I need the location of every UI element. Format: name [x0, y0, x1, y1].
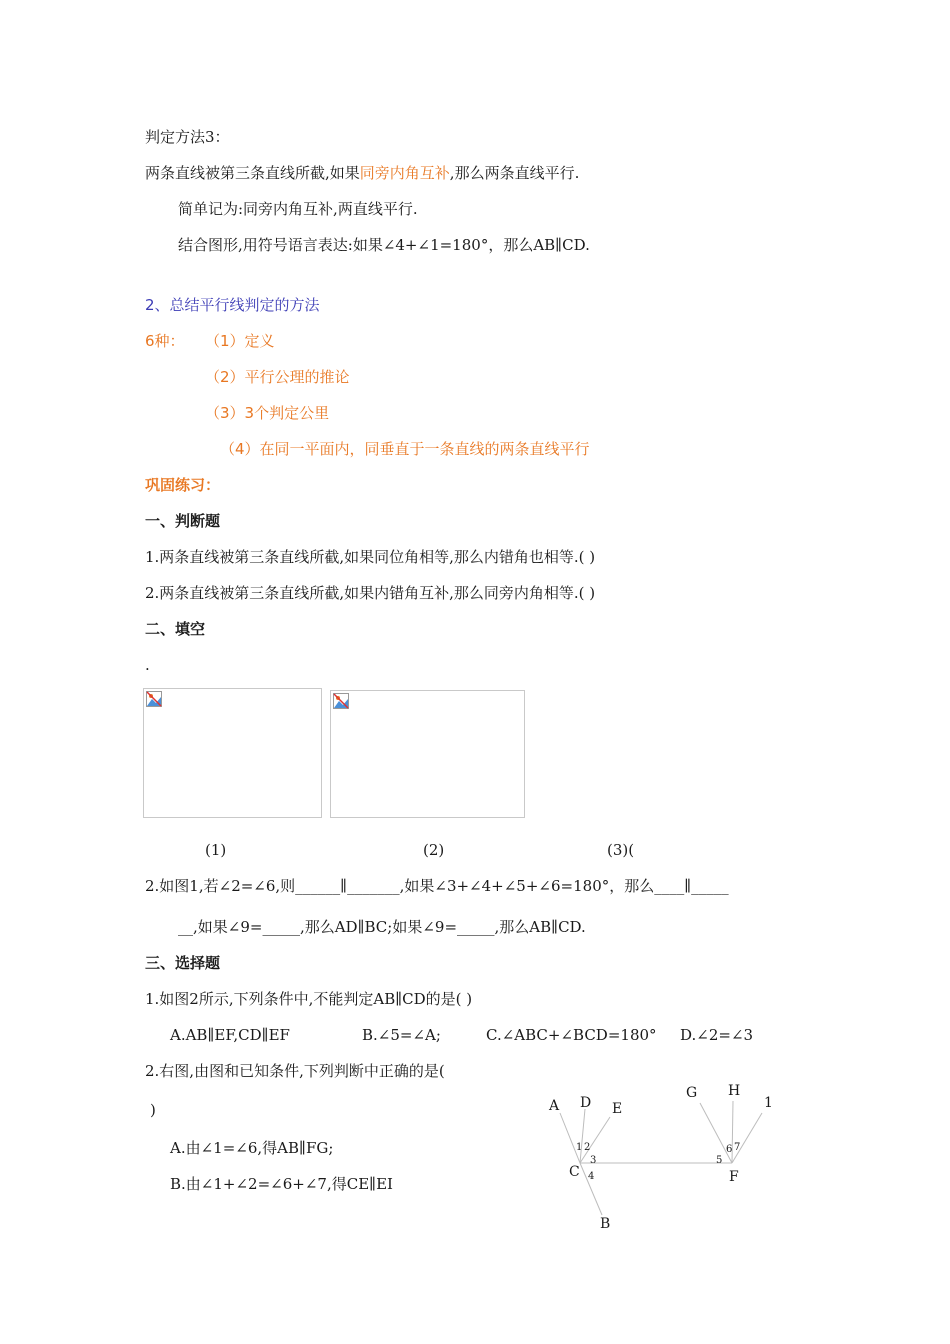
judge-heading: 一、判断题: [145, 512, 221, 530]
angle-label-6: 6: [726, 1144, 733, 1155]
summary-count: 6种：: [145, 332, 185, 350]
figure-image-1: [143, 688, 322, 818]
point-label-A: A: [549, 1098, 560, 1114]
broken-image-icon: [333, 693, 349, 709]
angle-label-2: 2: [584, 1142, 591, 1153]
judge-q2: 2.两条直线被第三条直线所截,如果内错角互补,那么同旁内角相等.( ): [145, 584, 596, 602]
summary-item-2: （2）平行公理的推论: [205, 368, 350, 386]
fill-dot: .: [145, 656, 150, 674]
choice-q2-close: ): [150, 1101, 156, 1119]
method3-brief: 简单记为:同旁内角互补,两直线平行.: [178, 200, 418, 218]
figure-caption-1: (1): [205, 841, 227, 859]
angle-label-3: 3: [590, 1155, 597, 1166]
point-label-G: G: [686, 1085, 698, 1101]
fill-q2-line1: 2.如图1,若∠2=∠6,则______∥_______,如果∠3+∠4+∠5+∠6=180°，那么____∥_____: [145, 877, 729, 895]
summary-item-1: （1）定义: [205, 332, 275, 350]
choice-q1-option-c: C.∠ABC+∠BCD=180°: [486, 1026, 657, 1044]
summary-heading: 2、总结平行线判定的方法: [145, 296, 320, 314]
fill-heading: 二、填空: [145, 620, 206, 638]
point-label-E: E: [612, 1101, 623, 1117]
angle-label-5: 5: [716, 1155, 723, 1166]
point-label-F: F: [729, 1169, 739, 1185]
summary-item-3: （3）3个判定公里: [205, 404, 330, 422]
choice-q1: 1.如图2所示,下列条件中,不能判定AB∥CD的是( ): [145, 990, 473, 1008]
judge-q1: 1.两条直线被第三条直线所截,如果同位角相等,那么内错角也相等.( ): [145, 548, 596, 566]
line-CA: [560, 1113, 583, 1163]
method3-heading: 判定方法3：: [145, 128, 230, 146]
method3-statement-highlight: 同旁内角互补: [359, 164, 450, 182]
choice-q2: 2.右图,由图和已知条件,下列判断中正确的是(: [145, 1062, 445, 1080]
line-FI: [732, 1113, 762, 1163]
point-label-I: 1: [764, 1095, 773, 1111]
figure-caption-3: (3)(: [607, 841, 635, 859]
choice-q2-option-b: B.由∠1+∠2=∠6+∠7,得CE∥EI: [170, 1175, 393, 1193]
figure-caption-2: (2): [423, 841, 445, 859]
point-label-H: H: [728, 1083, 741, 1099]
angle-label-7: 7: [734, 1142, 741, 1153]
choice-q1-option-a: A.AB∥EF,CD∥EF: [170, 1026, 290, 1044]
point-label-B: B: [600, 1216, 611, 1232]
choice-heading: 三、选择题: [145, 954, 221, 972]
point-label-D: D: [580, 1095, 592, 1111]
figure-image-2: [330, 690, 525, 818]
broken-image-icon: [146, 691, 162, 707]
geometry-figure: [540, 1075, 780, 1235]
line-CD: [580, 1109, 585, 1163]
fill-q2-line2: __,如果∠9=_____,那么AD∥BC;如果∠9=_____,那么AB∥CD.: [178, 918, 586, 936]
practice-heading: 巩固练习：: [145, 476, 221, 494]
choice-q1-option-b: B.∠5=∠A;: [362, 1026, 441, 1044]
method3-symbol: 结合图形,用符号语言表达:如果∠4+∠1=180°，那么AB∥CD.: [178, 236, 590, 254]
choice-q1-option-d: D.∠2=∠3: [680, 1026, 754, 1044]
angle-label-4: 4: [588, 1171, 595, 1182]
choice-q2-option-a: A.由∠1=∠6,得AB∥FG;: [170, 1139, 334, 1157]
method3-statement-a: 两条直线被第三条直线所截,如果: [145, 164, 360, 182]
method3-statement-b: ,那么两条直线平行.: [449, 164, 580, 182]
method3-statement: [145, 163, 579, 183]
angle-label-1: 1: [576, 1142, 583, 1153]
point-label-C: C: [569, 1164, 580, 1180]
summary-item-4: （4）在同一平面内，同垂直于一条直线的两条直线平行: [220, 440, 590, 458]
